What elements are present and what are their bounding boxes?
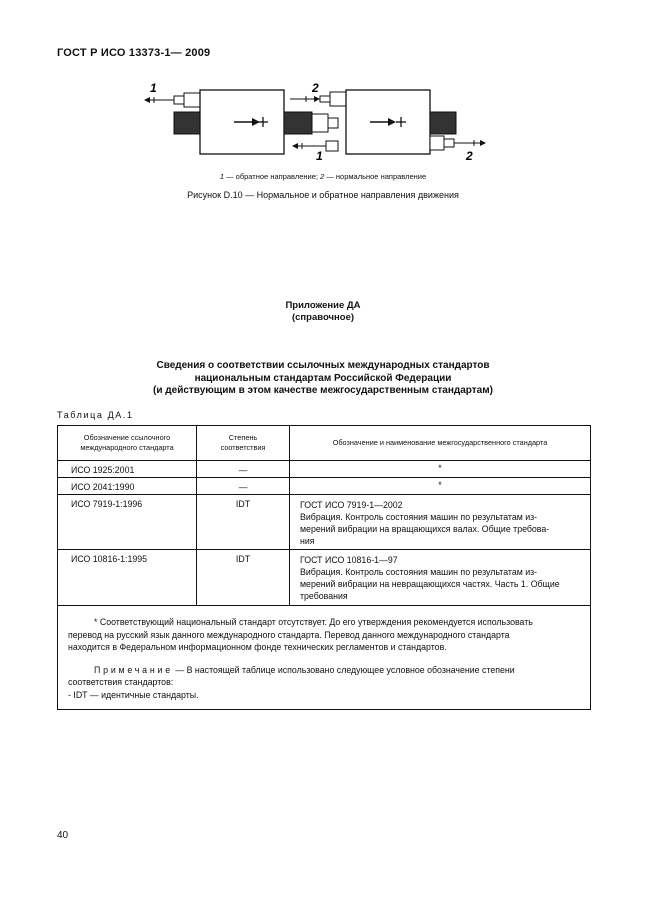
note-line: - IDT — идентичные стандарты. — [68, 689, 199, 700]
table-row — [58, 550, 591, 606]
note-label: Примечание — [94, 664, 173, 675]
figure-legend — [0, 172, 646, 181]
cell-degree: IDT — [197, 495, 290, 550]
left-hub — [174, 112, 200, 134]
cell-ref: ИСО 10816-1:1995 — [58, 550, 197, 606]
note-line: — В настоящей таблице использовано следующее условное обозначение степени — [172, 664, 515, 675]
cell-ref: ИСО 2041:1990 — [58, 478, 197, 495]
lower-middle-coupling — [326, 141, 338, 151]
page-header: ГОСТ Р ИСО 13373-1— 2009 — [57, 47, 211, 59]
label-normal-top: 2 — [312, 81, 319, 95]
label-reverse-top: 1 — [150, 81, 157, 95]
normal-direction-arrow-top — [290, 96, 320, 102]
page-number: 40 — [57, 830, 69, 841]
cell-ref: ИСО 1925:2001 — [58, 461, 197, 478]
table-row — [58, 495, 591, 550]
figure-caption: Рисунок D.10 — Нормальное и обратное направления движения — [187, 190, 459, 200]
footnote-line: * Соответствующий национальный стандарт отсутствует. До его утверждения рекомендуется использовать — [94, 617, 533, 627]
middle-coupling-a — [312, 114, 328, 132]
table-footnote — [58, 606, 591, 710]
correspondence-table — [57, 425, 591, 710]
reverse-direction-arrow-top — [144, 97, 174, 103]
table-row — [58, 478, 591, 495]
header-ref-standard: Обозначение ссылочного международного стандарта — [58, 426, 197, 461]
right-coupling — [430, 136, 444, 150]
footnote-line: находится в Федеральном информационном фонде технических регламентов и стандартов. — [68, 642, 447, 652]
left-shaft-end — [174, 96, 184, 104]
note-line: соответствия стандартов: — [68, 677, 174, 687]
table-footnote-row — [58, 606, 591, 710]
table-header-row — [58, 426, 591, 461]
right-shaft-end — [444, 139, 454, 147]
table-note — [68, 664, 580, 677]
right-hub — [430, 112, 456, 134]
header-national-standard: Обозначение и наименование межгосударственного стандарта — [290, 426, 591, 461]
upper-shaft-end — [320, 96, 330, 102]
section-title-line: (и действующим в этом качестве межгосударственным стандартам) — [153, 385, 493, 396]
header-degree: Степень соответствия — [197, 426, 290, 461]
national-standard-name: ния — [300, 536, 315, 546]
section-title — [0, 360, 646, 398]
cell-national — [290, 550, 591, 606]
table-label: Таблица ДА.1 — [57, 410, 134, 420]
national-standard-name: Вибрация. Контроль состояния машин по результатам из- — [300, 567, 538, 577]
national-standard-name: мерений вибрации на вращающихся валах. Общие требова- — [300, 524, 550, 534]
cell-national — [290, 495, 591, 550]
legend-text-1: — обратное направление; — [224, 172, 321, 181]
legend-key-1: 1 — [219, 172, 224, 181]
cell-degree: — — [197, 478, 290, 495]
label-reverse-bottom: 1 — [316, 149, 323, 163]
table-row — [58, 461, 591, 478]
upper-coupling — [330, 92, 346, 106]
cell-ref: ИСО 7919-1:1996 — [58, 495, 197, 550]
national-standard-name: требования — [300, 591, 348, 601]
section-title-line: Сведения о соответствии ссылочных международных стандартов — [156, 360, 490, 371]
legend-key-2: 2 — [320, 172, 325, 181]
legend-text-2: — нормальное направление — [324, 172, 427, 181]
cell-national: * — [290, 461, 591, 478]
national-standard-name: мерений вибрации на невращающихся частях. Часть 1. Общие — [300, 579, 560, 589]
cell-degree: — — [197, 461, 290, 478]
normal-direction-arrow-bottom — [454, 140, 486, 146]
cell-national: * — [290, 478, 591, 495]
middle-hub — [284, 112, 312, 134]
motion-direction-figure — [140, 78, 510, 166]
middle-coupling-b — [328, 118, 338, 128]
annex-title: Приложение ДА — [285, 300, 361, 311]
national-standard-code: ГОСТ ИСО 7919-1—2002 — [300, 500, 403, 510]
left-coupling — [184, 93, 200, 107]
annex-subtitle: (справочное) — [291, 312, 355, 323]
footnote-line: перевод на русский язык данного международного стандарта. Перевод данного международного стандарта — [68, 629, 510, 640]
cell-degree: IDT — [197, 550, 290, 606]
label-normal-bottom: 2 — [466, 149, 473, 163]
national-standard-code: ГОСТ ИСО 10816-1—97 — [300, 555, 398, 565]
section-title-line: национальным стандартам Российской Федерации — [194, 372, 452, 384]
annex-heading — [0, 300, 646, 324]
national-standard-name: Вибрация. Контроль состояния машин по результатам из- — [300, 512, 538, 522]
